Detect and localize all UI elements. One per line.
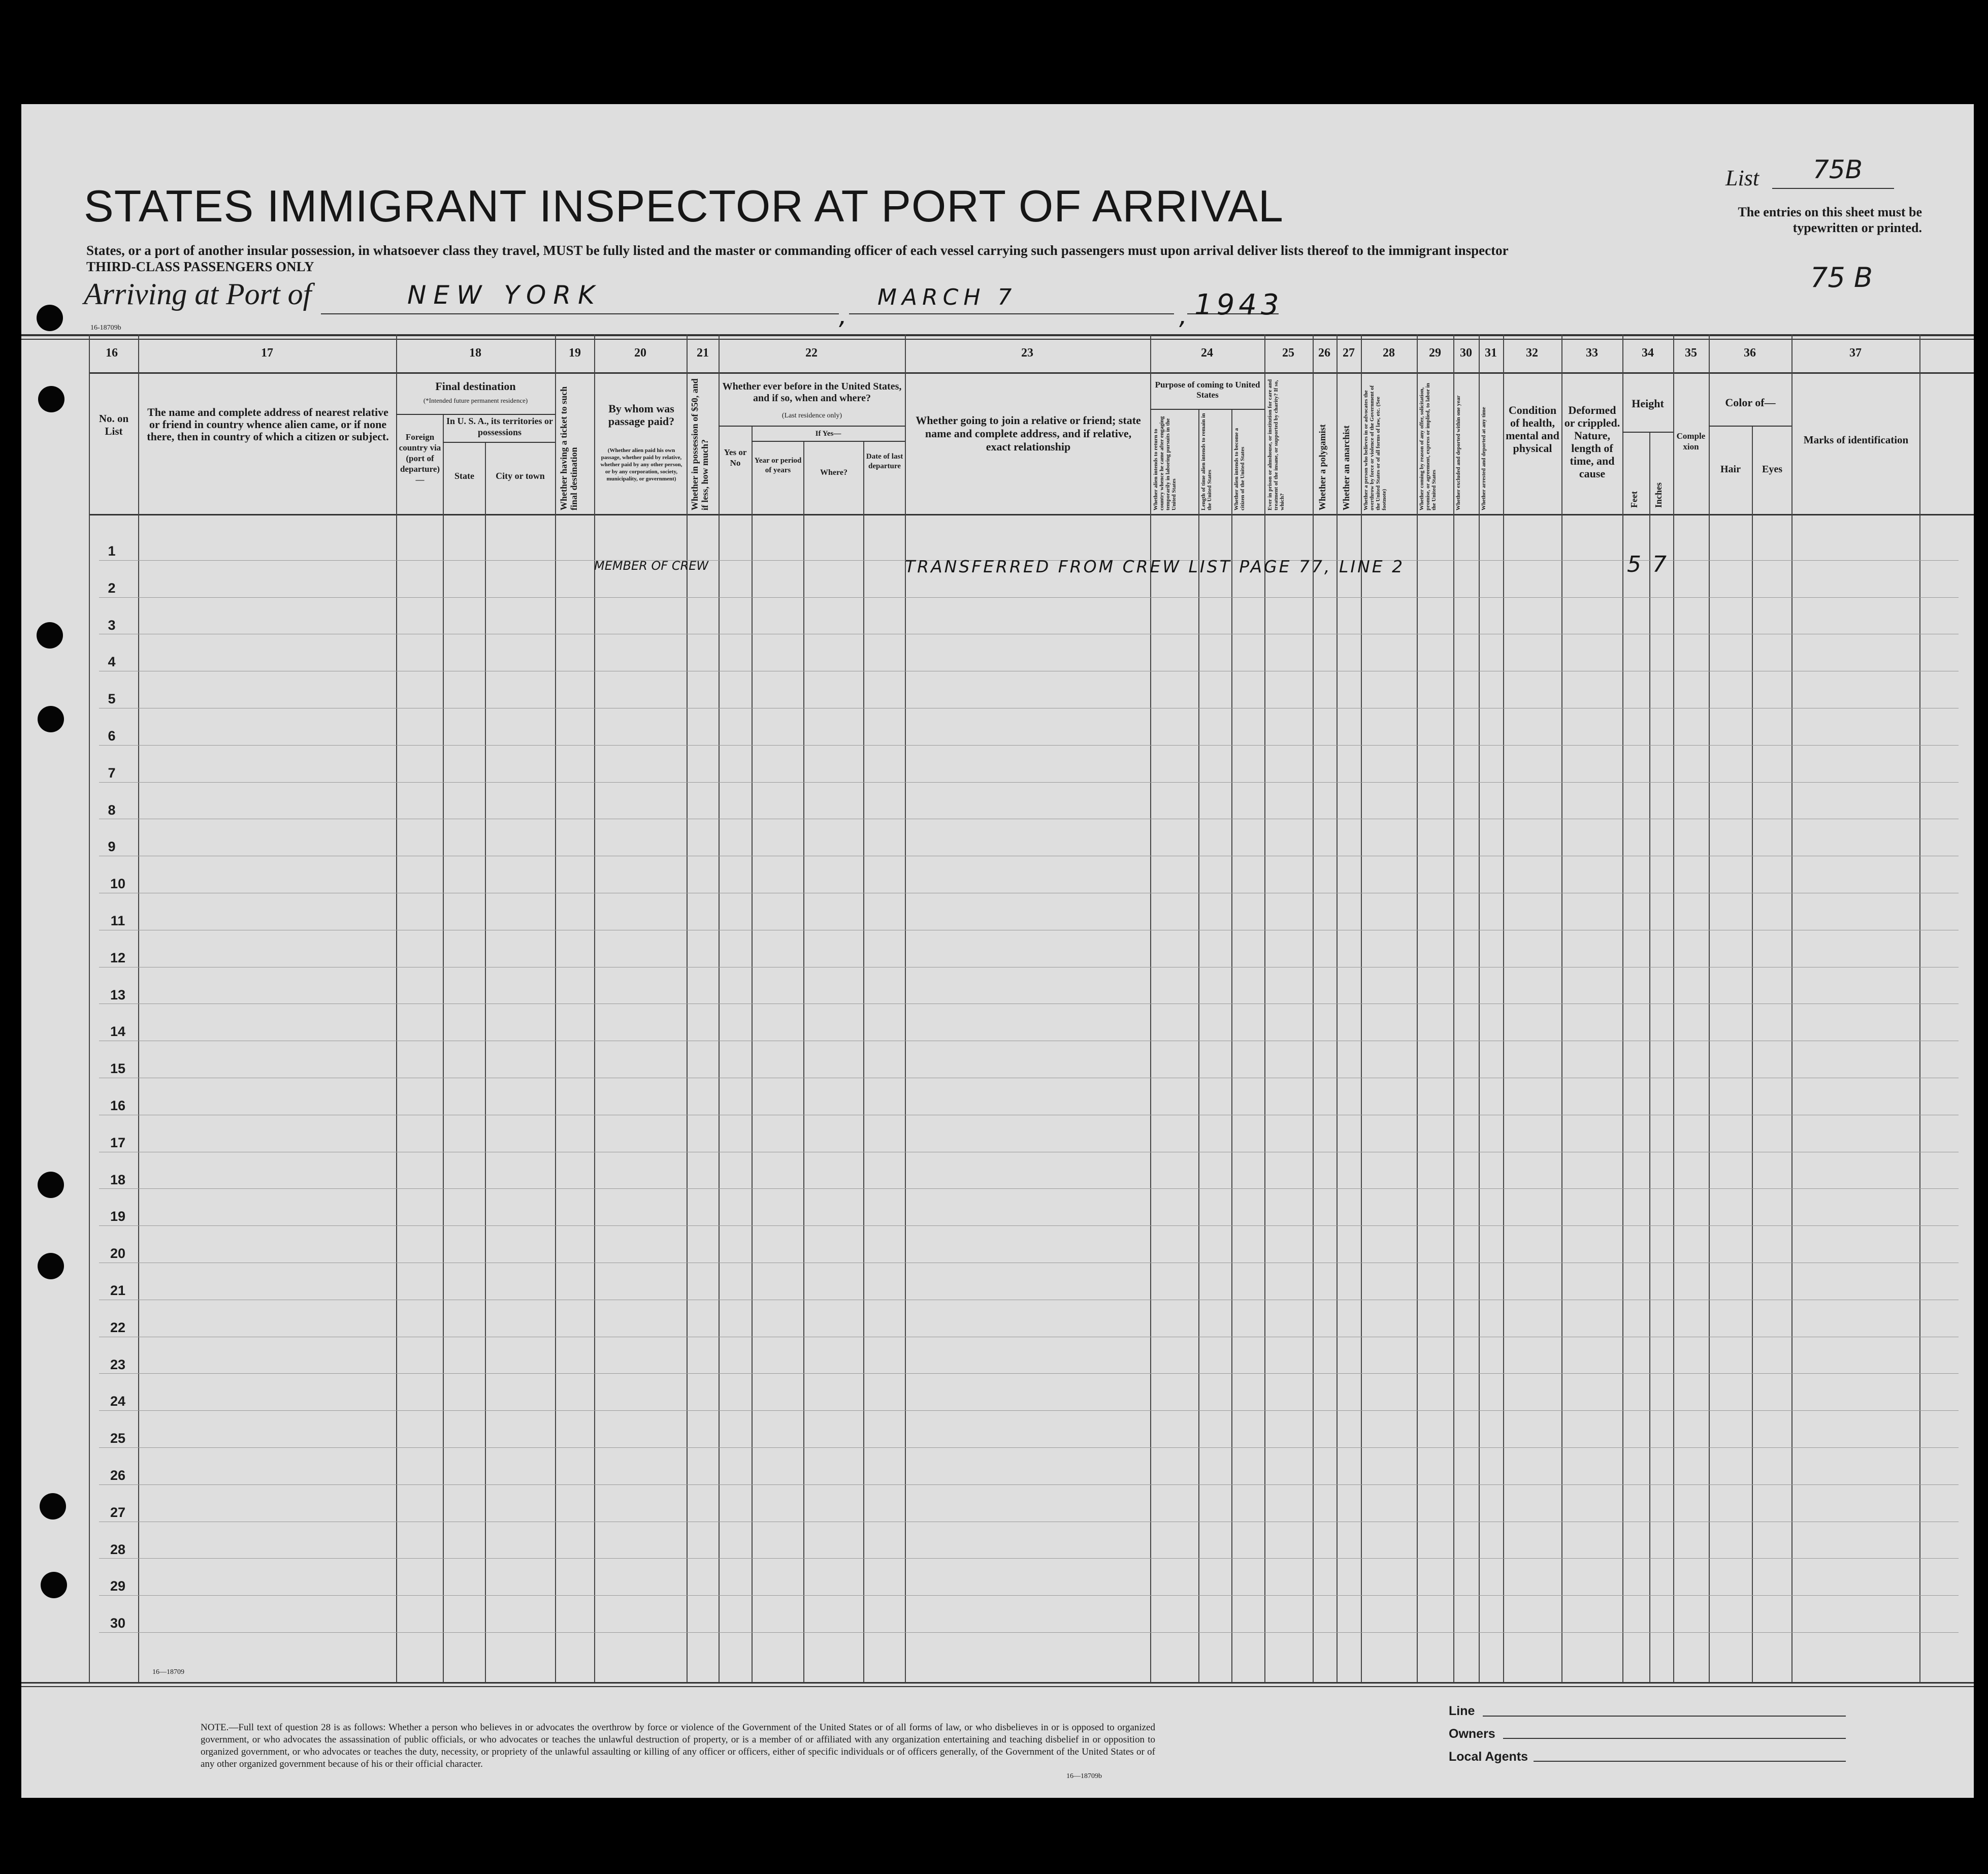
- col-divider-34a: [1649, 432, 1650, 1683]
- row-number: 29: [110, 1578, 126, 1594]
- colnum-30: 30: [1460, 346, 1472, 360]
- row-rule: [99, 1595, 1959, 1596]
- note-form-code: 16—18709b: [1066, 1772, 1102, 1780]
- row1-joining: TRANSFERRED FROM CREW LIST PAGE 77, LINE 2: [905, 557, 1405, 576]
- header-nearest-relative: The name and complete address of nearest relative or friend in country whence alien came, or if none there, then in country of which a citizen or subject.: [147, 406, 389, 443]
- col-divider-36a: [1752, 426, 1753, 1683]
- binder-hole: [40, 1493, 66, 1520]
- year-value: 1943: [1194, 288, 1283, 321]
- row-number: 23: [110, 1356, 126, 1372]
- col-divider-34: [1622, 334, 1623, 1683]
- colnum-16: 16: [106, 346, 118, 360]
- colnum-31: 31: [1485, 346, 1497, 360]
- row-number: 5: [108, 691, 116, 707]
- owners-underline: [1503, 1738, 1846, 1739]
- colnum-33: 33: [1586, 346, 1598, 360]
- col-divider-19: [555, 334, 556, 1683]
- header-in-usa: In U. S. A., its territories or possessions: [446, 416, 553, 437]
- table-form-code: 16—18709: [152, 1668, 184, 1676]
- header-polygamist: Whether a polygamist: [1317, 424, 1327, 510]
- col-divider-22: [719, 334, 720, 1683]
- typewritten-note: The entries on this sheet must be typewritten or printed.: [1738, 205, 1922, 235]
- date-comma: ,: [839, 301, 847, 330]
- row-number: 30: [110, 1615, 126, 1631]
- header-yes-no: Yes or No: [724, 447, 747, 468]
- col-divider-24: [1150, 334, 1151, 1683]
- binder-hole: [37, 622, 63, 649]
- table-bottom-rule: [21, 1682, 1974, 1684]
- c18-usa-rule: [443, 442, 555, 443]
- header-prison: Ever in prison or almshouse, or institution for care and treatment of the insane, or supported by charity? If so, which?: [1267, 379, 1285, 510]
- colnum-19: 19: [569, 346, 581, 360]
- agents-underline: [1534, 1761, 1846, 1762]
- question-28-note: NOTE.—Full text of question 28 is as follows: Whether a person who believes in or advocates the overthrow by force or violence of the Government of the United States or of all forms of law, or who disbelieves in or is opposed to organized government, or who advocates the assassination of public officials, or who advocates or teaches the unlawful destruction of property, or is a member of or affiliated with any organization entertaining and teaching disbelief in or opposition to organized government, or who advocates or teaches the duty, necessity, or propriety of the unlawful assaulting or killing of any officer or officers, either of specific individuals or of officers generally, of the Government of the United States or of any other organized government because of his or their official character.: [201, 1722, 1155, 1769]
- header-complexion: Complexion: [1676, 431, 1706, 451]
- arriving-label: Arriving at Port of: [84, 277, 312, 311]
- row-rule: [99, 745, 1959, 746]
- form-title: STATES IMMIGRANT INSPECTOR AT PORT OF ARRIVAL: [84, 181, 1284, 231]
- header-city: City or town: [496, 471, 545, 481]
- port-value: NEW YORK: [407, 280, 602, 310]
- row-number: 8: [108, 802, 116, 818]
- col-divider-22c: [863, 441, 864, 1683]
- row-number: 26: [110, 1468, 126, 1483]
- list-underline: [1772, 188, 1894, 189]
- binder-hole: [38, 386, 64, 412]
- colnum-18: 18: [469, 346, 481, 360]
- table-bottom-rule-2: [21, 1686, 1974, 1687]
- colnum-21: 21: [697, 346, 709, 360]
- header-ever-before-sub: (Last residence only): [781, 412, 842, 419]
- row-number: 24: [110, 1394, 126, 1409]
- row-rule: [99, 1558, 1959, 1559]
- line-underline: [1483, 1716, 1846, 1717]
- col-divider-23: [905, 334, 906, 1683]
- col-divider-22a: [752, 426, 753, 1683]
- colnum-27: 27: [1343, 346, 1355, 360]
- c18-sub-rule: [396, 414, 555, 415]
- row-number: 2: [108, 580, 116, 596]
- row-rule: [99, 1632, 1959, 1633]
- header-arrested: Whether arrested and deported at any time: [1481, 407, 1487, 510]
- colnum-17: 17: [261, 346, 273, 360]
- header-inches: Inches: [1653, 482, 1664, 508]
- row-number: 20: [110, 1246, 126, 1262]
- col-divider-end: [1919, 334, 1920, 1683]
- header-where: Where?: [820, 468, 848, 477]
- row-number: 3: [108, 617, 116, 633]
- header-eyes: Eyes: [1762, 464, 1782, 475]
- c34-sub-rule: [1622, 432, 1673, 433]
- row-number: 21: [110, 1283, 126, 1298]
- header-hair: Hair: [1720, 464, 1741, 475]
- header-fifty-dollars: Whether in possession of $50, and if less, how much?: [690, 378, 710, 510]
- date-underline: [849, 313, 1174, 314]
- colnum-34: 34: [1642, 346, 1654, 360]
- row-number: 11: [110, 913, 125, 928]
- row1-height-inches: 7: [1652, 552, 1667, 577]
- column-number-rule: [89, 372, 1974, 374]
- binder-hole: [37, 305, 63, 331]
- colnum-20: 20: [634, 346, 646, 360]
- row-number: 28: [110, 1541, 126, 1557]
- header-health: Condition of health, mental and physical: [1506, 404, 1559, 455]
- col-divider-36: [1709, 334, 1710, 1683]
- row-number: 13: [110, 987, 126, 1003]
- row-number: 1: [108, 543, 116, 559]
- colnum-26: 26: [1318, 346, 1330, 360]
- col-divider-37: [1791, 334, 1793, 1683]
- header-state: State: [454, 471, 474, 481]
- col-divider-24b: [1231, 409, 1232, 1683]
- row-number: 4: [108, 654, 116, 670]
- header-no-on-list: No. on List: [99, 412, 129, 437]
- row-rule: [99, 1484, 1959, 1485]
- row-number: 14: [110, 1024, 126, 1040]
- binder-hole: [38, 1253, 64, 1279]
- colnum-29: 29: [1429, 346, 1441, 360]
- header-height: Height: [1632, 397, 1664, 410]
- row-rule: [99, 1188, 1959, 1189]
- header-passage-paid-sub: (Whether alien paid his own passage, whether paid by relative, whether paid by any other person, or by any corporation, society, municipality, or government): [600, 447, 682, 482]
- table-top-rule: [21, 334, 1974, 336]
- col-divider-20: [594, 334, 595, 1683]
- header-purpose-citizen: Whether alien intends to become a citizen of the United States: [1233, 428, 1246, 510]
- header-excluded: Whether excluded and deported within one year: [1455, 395, 1461, 510]
- header-joining-relative: Whether going to join a relative or friend; state name and complete address, and if relative, exact relationship: [916, 414, 1141, 453]
- owners-label: Owners: [1449, 1727, 1495, 1741]
- row-number: 17: [110, 1135, 126, 1150]
- local-agents-label: Local Agents: [1449, 1750, 1528, 1764]
- row-rule: [99, 1225, 1959, 1226]
- col-divider-33: [1561, 334, 1562, 1683]
- row-number: 25: [110, 1431, 126, 1446]
- list-label: List: [1725, 166, 1759, 190]
- form-instruction-line: States, or a port of another insular possession, in whatsoever class they travel, MUST be fully listed and the master or commanding officer of each vessel carrying such passengers must upon arrival deliver lists thereof to the immigrant inspector: [86, 243, 1509, 258]
- header-if-yes: If Yes—: [815, 430, 841, 438]
- col-divider-16-left: [89, 334, 90, 1683]
- header-date-departure: Date of last departure: [866, 453, 903, 470]
- header-ever-before: Whether ever before in the United States, and if so, when and where?: [722, 381, 902, 404]
- header-final-destination-sub: (*Intended future permanent residence): [423, 397, 528, 404]
- header-years: Year or period of years: [754, 457, 802, 474]
- col-divider-24a: [1198, 409, 1199, 1683]
- col-divider-21: [687, 334, 688, 1683]
- header-bottom-rule: [89, 514, 1974, 515]
- colnum-25: 25: [1282, 346, 1294, 360]
- colnum-23: 23: [1021, 346, 1033, 360]
- row-rule: [99, 1447, 1959, 1448]
- row-number: 22: [110, 1319, 126, 1335]
- colnum-22: 22: [805, 346, 818, 360]
- col-divider-32: [1503, 334, 1504, 1683]
- row-number: 7: [108, 765, 116, 781]
- row1-height-feet: 5: [1627, 552, 1641, 577]
- col-divider-26: [1313, 334, 1314, 1683]
- row-rule: [99, 782, 1959, 783]
- row-number: 18: [110, 1172, 126, 1187]
- col-divider-29: [1417, 334, 1418, 1683]
- col-divider-18b: [485, 442, 486, 1683]
- binder-hole: [38, 706, 64, 732]
- colnum-28: 28: [1383, 346, 1395, 360]
- header-feet: Feet: [1629, 491, 1639, 508]
- header-offer-labor: Whether coming by reason of any offer, solicitation, promise, or agreement, express or implied, to labor in the United States: [1419, 383, 1437, 510]
- binder-hole: [41, 1572, 67, 1598]
- port-underline: [321, 313, 839, 314]
- row-number: 15: [110, 1061, 126, 1077]
- row-rule: [99, 1410, 1959, 1411]
- header-color-of: Color of—: [1725, 396, 1776, 409]
- header-anarchist: Whether an anarchist: [1341, 425, 1351, 510]
- c36-sub-rule: [1709, 426, 1791, 427]
- header-purpose: Purpose of coming to United States: [1155, 380, 1260, 400]
- col-divider-18: [396, 334, 397, 1683]
- row-number: 16: [110, 1098, 126, 1113]
- c22-sub-rule: [719, 426, 905, 427]
- header-marks: Marks of identification: [1803, 434, 1909, 446]
- header-purpose-return: Whether alien intends to return to country whence he came after engaging temporarily in laboring pursuits in the United States: [1153, 416, 1177, 510]
- c22-ifyes-rule: [752, 441, 905, 442]
- col-divider-18a: [443, 414, 444, 1683]
- header-foreign-country: Foreign country via (port of departure)—: [399, 432, 441, 484]
- form-class-line: THIRD-CLASS PASSENGERS ONLY: [86, 259, 314, 274]
- header-purpose-length: Length of time alien intends to remain in the United States: [1200, 413, 1213, 510]
- colnum-35: 35: [1685, 346, 1697, 360]
- header-ticket: Whether having a ticket to such final destination: [559, 386, 579, 510]
- list-number: 75B: [1813, 155, 1863, 184]
- year-comma: ,: [1179, 301, 1187, 330]
- colnum-32: 32: [1526, 346, 1538, 360]
- row-number: 27: [110, 1504, 126, 1520]
- row-rule: [99, 1373, 1959, 1374]
- line-label: Line: [1449, 1704, 1475, 1718]
- row1-passage-paid: MEMBER OF CREW: [594, 559, 709, 573]
- col-divider-30: [1453, 334, 1454, 1683]
- form-code: 16-18709b: [90, 324, 121, 332]
- header-passage-paid: By whom was passage paid?: [608, 402, 675, 428]
- corner-list-number: 75 B: [1810, 262, 1873, 294]
- binder-hole: [38, 1172, 64, 1198]
- table-top-rule-2: [21, 339, 1974, 340]
- row-number: 12: [110, 950, 126, 965]
- col-divider-27: [1337, 334, 1338, 1683]
- header-overthrow: Whether a person who believes in or advocates the overthrow by force or violence of the Government of the United States or of all forms of law, etc. (See footnote): [1363, 385, 1387, 510]
- col-divider-25: [1264, 334, 1265, 1683]
- colnum-37: 37: [1849, 346, 1862, 360]
- col-divider-17: [138, 334, 139, 1683]
- col-divider-22b: [803, 441, 804, 1683]
- row-number: 10: [110, 876, 126, 892]
- colnum-36: 36: [1744, 346, 1756, 360]
- col-divider-35: [1673, 334, 1674, 1683]
- colnum-24: 24: [1201, 346, 1213, 360]
- header-final-destination: Final destination: [435, 380, 516, 393]
- col-divider-28: [1361, 334, 1362, 1683]
- row-number: 9: [108, 839, 116, 855]
- row-number: 6: [108, 728, 116, 744]
- date-value: MARCH 7: [877, 284, 1017, 310]
- c24-sub-rule: [1150, 409, 1264, 410]
- header-deformed: Deformed or crippled. Nature, length of time, and cause: [1564, 404, 1620, 480]
- col-divider-31: [1479, 334, 1480, 1683]
- row-rule: [99, 597, 1959, 598]
- row-number: 19: [110, 1209, 126, 1224]
